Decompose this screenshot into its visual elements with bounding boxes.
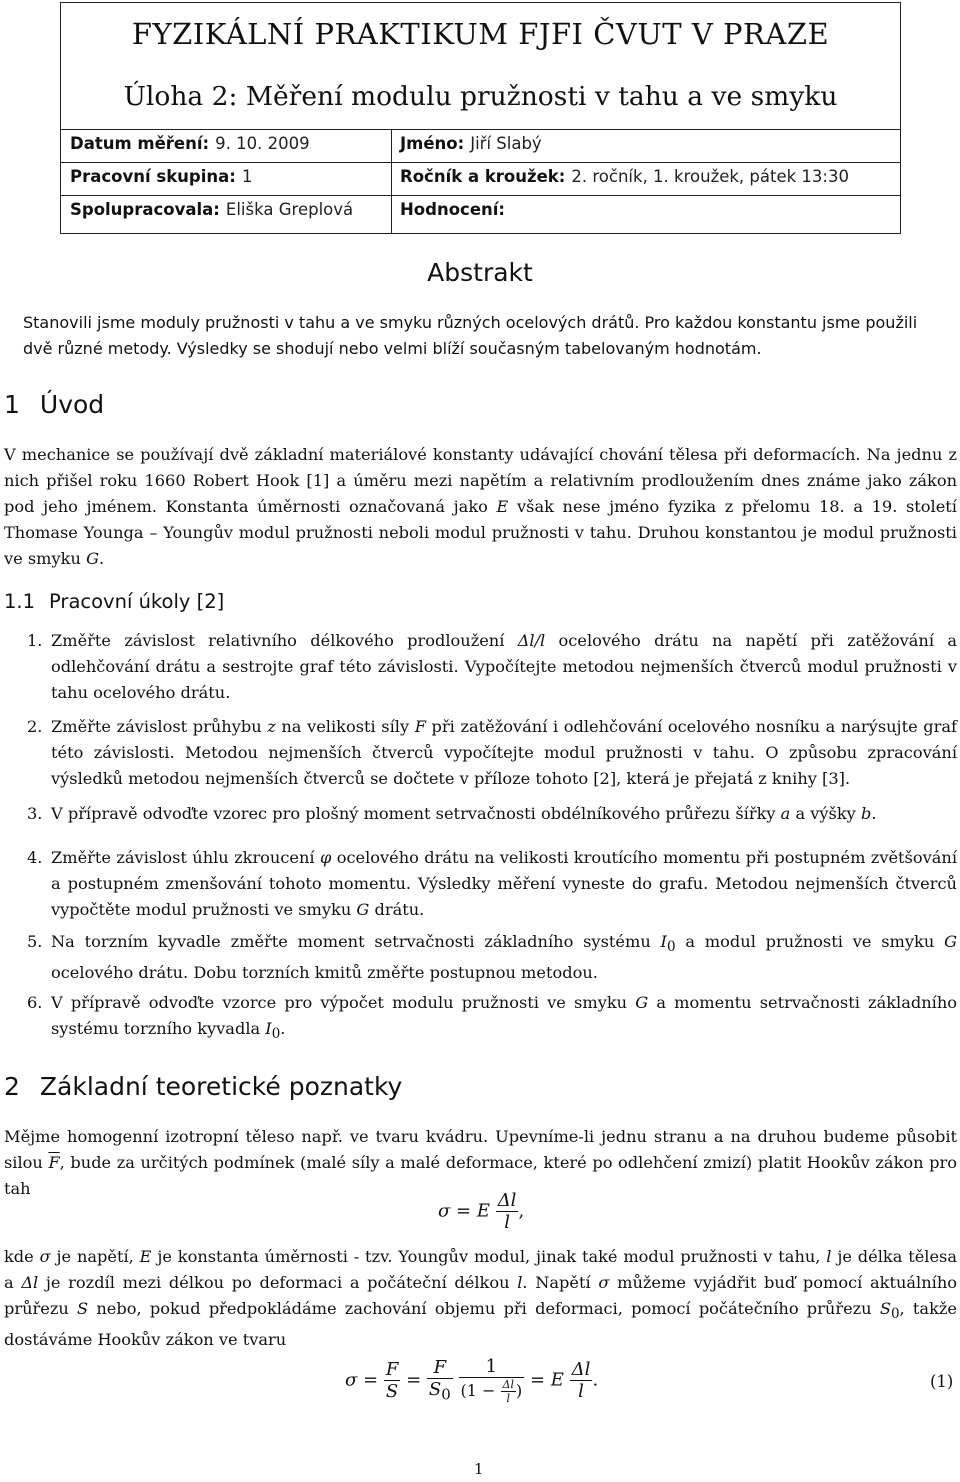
grade-label: Hodnocení: — [400, 200, 506, 219]
math-symbol: S — [77, 1299, 89, 1318]
column-divider — [391, 129, 392, 233]
math-symbol: I — [265, 1019, 272, 1038]
text-run: ocelového drátu na velikosti kroutícího momentu při postupném zvětšování a postupném zmenšování tohoto momentu. Výsledky měření vyneste do grafu. Metodou nejmenších čtverců vypočtěte modul pružnosti ve smyku — [51, 848, 957, 919]
equation-lhs: σ = — [345, 1369, 379, 1391]
section-number: 1 — [4, 390, 20, 419]
list-item — [27, 929, 957, 986]
abstract-text: Stanovili jsme moduly pružnosti v tahu a ve smyku různých ocelových drátů. Pro každou konstantu jsme použili dvě různé metody. Výsledky se shodují nebo velmi blíží současným tabelovaným hodnotám. — [23, 313, 918, 358]
fraction — [496, 1190, 519, 1233]
subsection-title: Pracovní úkoly [2] — [49, 590, 225, 613]
group-value: 1 — [241, 167, 253, 186]
header-row — [61, 129, 900, 162]
fraction — [459, 1356, 525, 1405]
year-value: 2. ročník, 1. kroužek, pátek 13:30 — [571, 167, 849, 186]
math-symbol: $\overline{F}$ — [48, 1153, 60, 1172]
header-row — [61, 195, 900, 234]
section-title: Základní teoretické poznatky — [39, 1072, 403, 1101]
denominator: l — [506, 1392, 511, 1405]
text-run: Změřte závislost průhybu — [51, 717, 268, 736]
math-symbol: E — [496, 497, 509, 516]
text-run: , bude za určitých podmínek (malé síly a malé deformace, které po odlehčení zmizí) platit Hookův zákon pro tah — [4, 1153, 957, 1198]
text-run: však nese jméno fyzika z přelomu 18. a 19. století Thomase Younga – Youngův modul pružnosti neboli modul pružnosti v tahu. Druhou konstantou je modul pružnosti ve smyku — [4, 497, 957, 568]
math-symbol: φ — [319, 848, 332, 867]
math-symbol: G — [944, 932, 957, 951]
text-run: ocelového drátu na napětí při zatěžování a odlehčování drátu a sestrojte graf této závislosti. Vypočítejte metodou nejmenších čtverců modul pružnosti v tahu ocelového drátu. — [51, 631, 957, 702]
math-symbol: S — [879, 1299, 891, 1318]
math-symbol: E — [139, 1247, 152, 1266]
text-run: nebo, pokud předpokládáme zachování objemu při deformaci, pomocí počátečního průřezu — [88, 1299, 880, 1318]
math-symbol: z — [267, 717, 276, 736]
math-symbol: G — [86, 549, 99, 568]
math-symbol: Δl/l — [517, 631, 546, 650]
abstract-heading: Abstrakt — [427, 258, 533, 287]
fraction — [570, 1359, 593, 1402]
text-run: na velikosti síly — [275, 717, 415, 736]
equation-lhs: σ = E — [438, 1200, 490, 1222]
text-run: Změřte závislost relativního délkového prodloužení — [51, 631, 518, 650]
text-run: a momentu setrvačnosti základního systému torzního kyvadla — [51, 993, 957, 1038]
subscript: 0 — [890, 1306, 900, 1323]
text-run: . — [99, 549, 105, 568]
text-run: . — [871, 804, 877, 823]
list-item — [27, 990, 957, 1047]
section-heading — [4, 1072, 402, 1101]
math-symbol: b — [860, 804, 872, 823]
name-value: Jiří Slabý — [470, 134, 542, 153]
title-box — [60, 2, 901, 234]
punctuation: . — [592, 1369, 599, 1391]
math-symbol: G — [356, 900, 370, 919]
year-label: Ročník a kroužek: — [400, 167, 566, 186]
math-symbol: G — [635, 993, 649, 1012]
math-symbol: F — [414, 717, 426, 736]
subscript: 0 — [441, 1385, 451, 1404]
theory-paragraph-2 — [4, 1244, 957, 1353]
date-label: Datum měření: — [70, 134, 210, 153]
fraction — [427, 1357, 453, 1404]
text-run: V mechanice se používají dvě základní materiálové konstanty udávající chování tělesa při deformacích. Na jednu z nich přišel roku 1660 Robert Hook [1] a úměru mezi napětím a relativním prodloužením dnes známe jako zákon pod jeho jménem. Konstanta úměrnosti označovaná jako — [4, 445, 957, 516]
text-run: můžeme vyjádřit buď pomocí aktuálního průřezu — [4, 1273, 957, 1318]
text-run: je délka tělesa a — [4, 1247, 957, 1292]
denominator-part: (1 − — [460, 1381, 496, 1400]
task-title: Úloha 2: Měření modulu pružnosti v tahu a ve smyku — [123, 81, 838, 112]
item-number: 5. — [27, 932, 43, 951]
text-run: V přípravě odvoďte vzorec pro plošný moment setrvačnosti obdélníkového průřezu šířky — [51, 804, 781, 823]
denominator-part: ) — [516, 1381, 523, 1400]
text-run: Na torzním kyvadle změřte moment setrvačnosti základního systému — [51, 932, 661, 951]
denominator: S — [385, 1381, 399, 1402]
equals-sign: = E — [529, 1369, 564, 1391]
equals-sign: = — [406, 1369, 422, 1391]
text-run: drátu. — [369, 900, 425, 919]
numerator: Δl — [502, 1378, 514, 1391]
list-item — [27, 628, 957, 706]
equation-1 — [345, 1356, 598, 1405]
item-number: 3. — [27, 804, 43, 823]
denominator: l — [578, 1381, 584, 1402]
text-run: při zatěžování i odlehčování ocelového nosníku a narýsujte graf této závislosti. Metodou nejmenších čtverců vypočítejte modul pružnosti v tahu. O způsobu zpracování výsledků metodou nejmenších čtverců se dočtete v příloze tohoto [2], která je přejatá z knihy [3]. — [51, 717, 957, 788]
text-run: Změřte závislost úhlu zkroucení — [51, 848, 320, 867]
fraction — [384, 1359, 401, 1402]
intro-paragraph — [4, 442, 957, 572]
date-value: 9. 10. 2009 — [215, 134, 310, 153]
math-symbol: Δl — [21, 1273, 39, 1292]
text-run: kde — [4, 1247, 40, 1266]
list-item — [27, 845, 957, 923]
item-number: 1. — [27, 631, 43, 650]
item-number: 2. — [27, 717, 43, 736]
name-label: Jméno: — [400, 134, 465, 153]
math-symbol: l — [517, 1273, 523, 1292]
item-number: 6. — [27, 993, 43, 1012]
subscript: 0 — [666, 939, 676, 956]
text-run: Mějme homogenní izotropní těleso např. ve tvaru kvádru. Upevníme-li jednu stranu a na druhou budeme působit silou — [4, 1127, 957, 1172]
text-run: a výšky — [790, 804, 861, 823]
partner-value: Eliška Greplová — [225, 200, 354, 219]
numerator: Δl — [497, 1190, 517, 1211]
math-symbol: σ — [598, 1273, 610, 1292]
subsection-heading — [4, 590, 224, 613]
list-item — [27, 714, 957, 792]
text-run: je konstanta úměrnosti - tzv. Youngův modul, jinak také modul pružnosti v tahu, — [151, 1247, 827, 1266]
group-label: Pracovní skupina: — [70, 167, 236, 186]
course-title: FYZIKÁLNÍ PRAKTIKUM FJFI ČVUT V PRAZE — [131, 17, 830, 51]
numerator: Δl — [571, 1359, 591, 1380]
equation-hooke — [438, 1190, 524, 1233]
list-item — [27, 801, 957, 827]
section-heading — [4, 390, 104, 419]
item-number: 4. — [27, 848, 43, 867]
denominator: l — [504, 1212, 510, 1233]
math-symbol: I — [660, 932, 667, 951]
page-number: 1 — [474, 1460, 484, 1478]
subscript: 0 — [271, 1026, 281, 1043]
subsection-number: 1.1 — [4, 590, 36, 613]
equation-number: (1) — [930, 1372, 954, 1391]
punctuation: , — [518, 1200, 525, 1222]
text-run: je rozdíl mezi délkou po deformaci a počáteční délkou — [38, 1273, 518, 1292]
section-number: 2 — [4, 1072, 20, 1101]
denominator: S — [428, 1379, 442, 1401]
text-run: . Napětí — [522, 1273, 599, 1292]
math-symbol: a — [780, 804, 791, 823]
text-run: ocelového drátu. Dobu torzních kmitů změřte postupnou metodou. — [51, 963, 598, 983]
math-symbol: σ — [39, 1247, 51, 1266]
text-run: a modul pružnosti ve smyku — [675, 932, 945, 951]
numerator: F — [427, 1357, 453, 1379]
numerator: F — [385, 1359, 399, 1380]
text-run: . — [280, 1019, 286, 1038]
header-row — [61, 162, 900, 195]
text-run: je napětí, — [50, 1247, 140, 1266]
text-run: , takže dostáváme Hookův zákon ve tvaru — [4, 1299, 957, 1350]
partner-label: Spolupracovala: — [70, 200, 220, 219]
section-title: Úvod — [39, 390, 105, 419]
math-symbol: l — [826, 1247, 832, 1266]
text-run: V přípravě odvoďte vzorce pro výpočet modulu pružnosti ve smyku — [51, 993, 636, 1012]
numerator: 1 — [459, 1356, 525, 1378]
